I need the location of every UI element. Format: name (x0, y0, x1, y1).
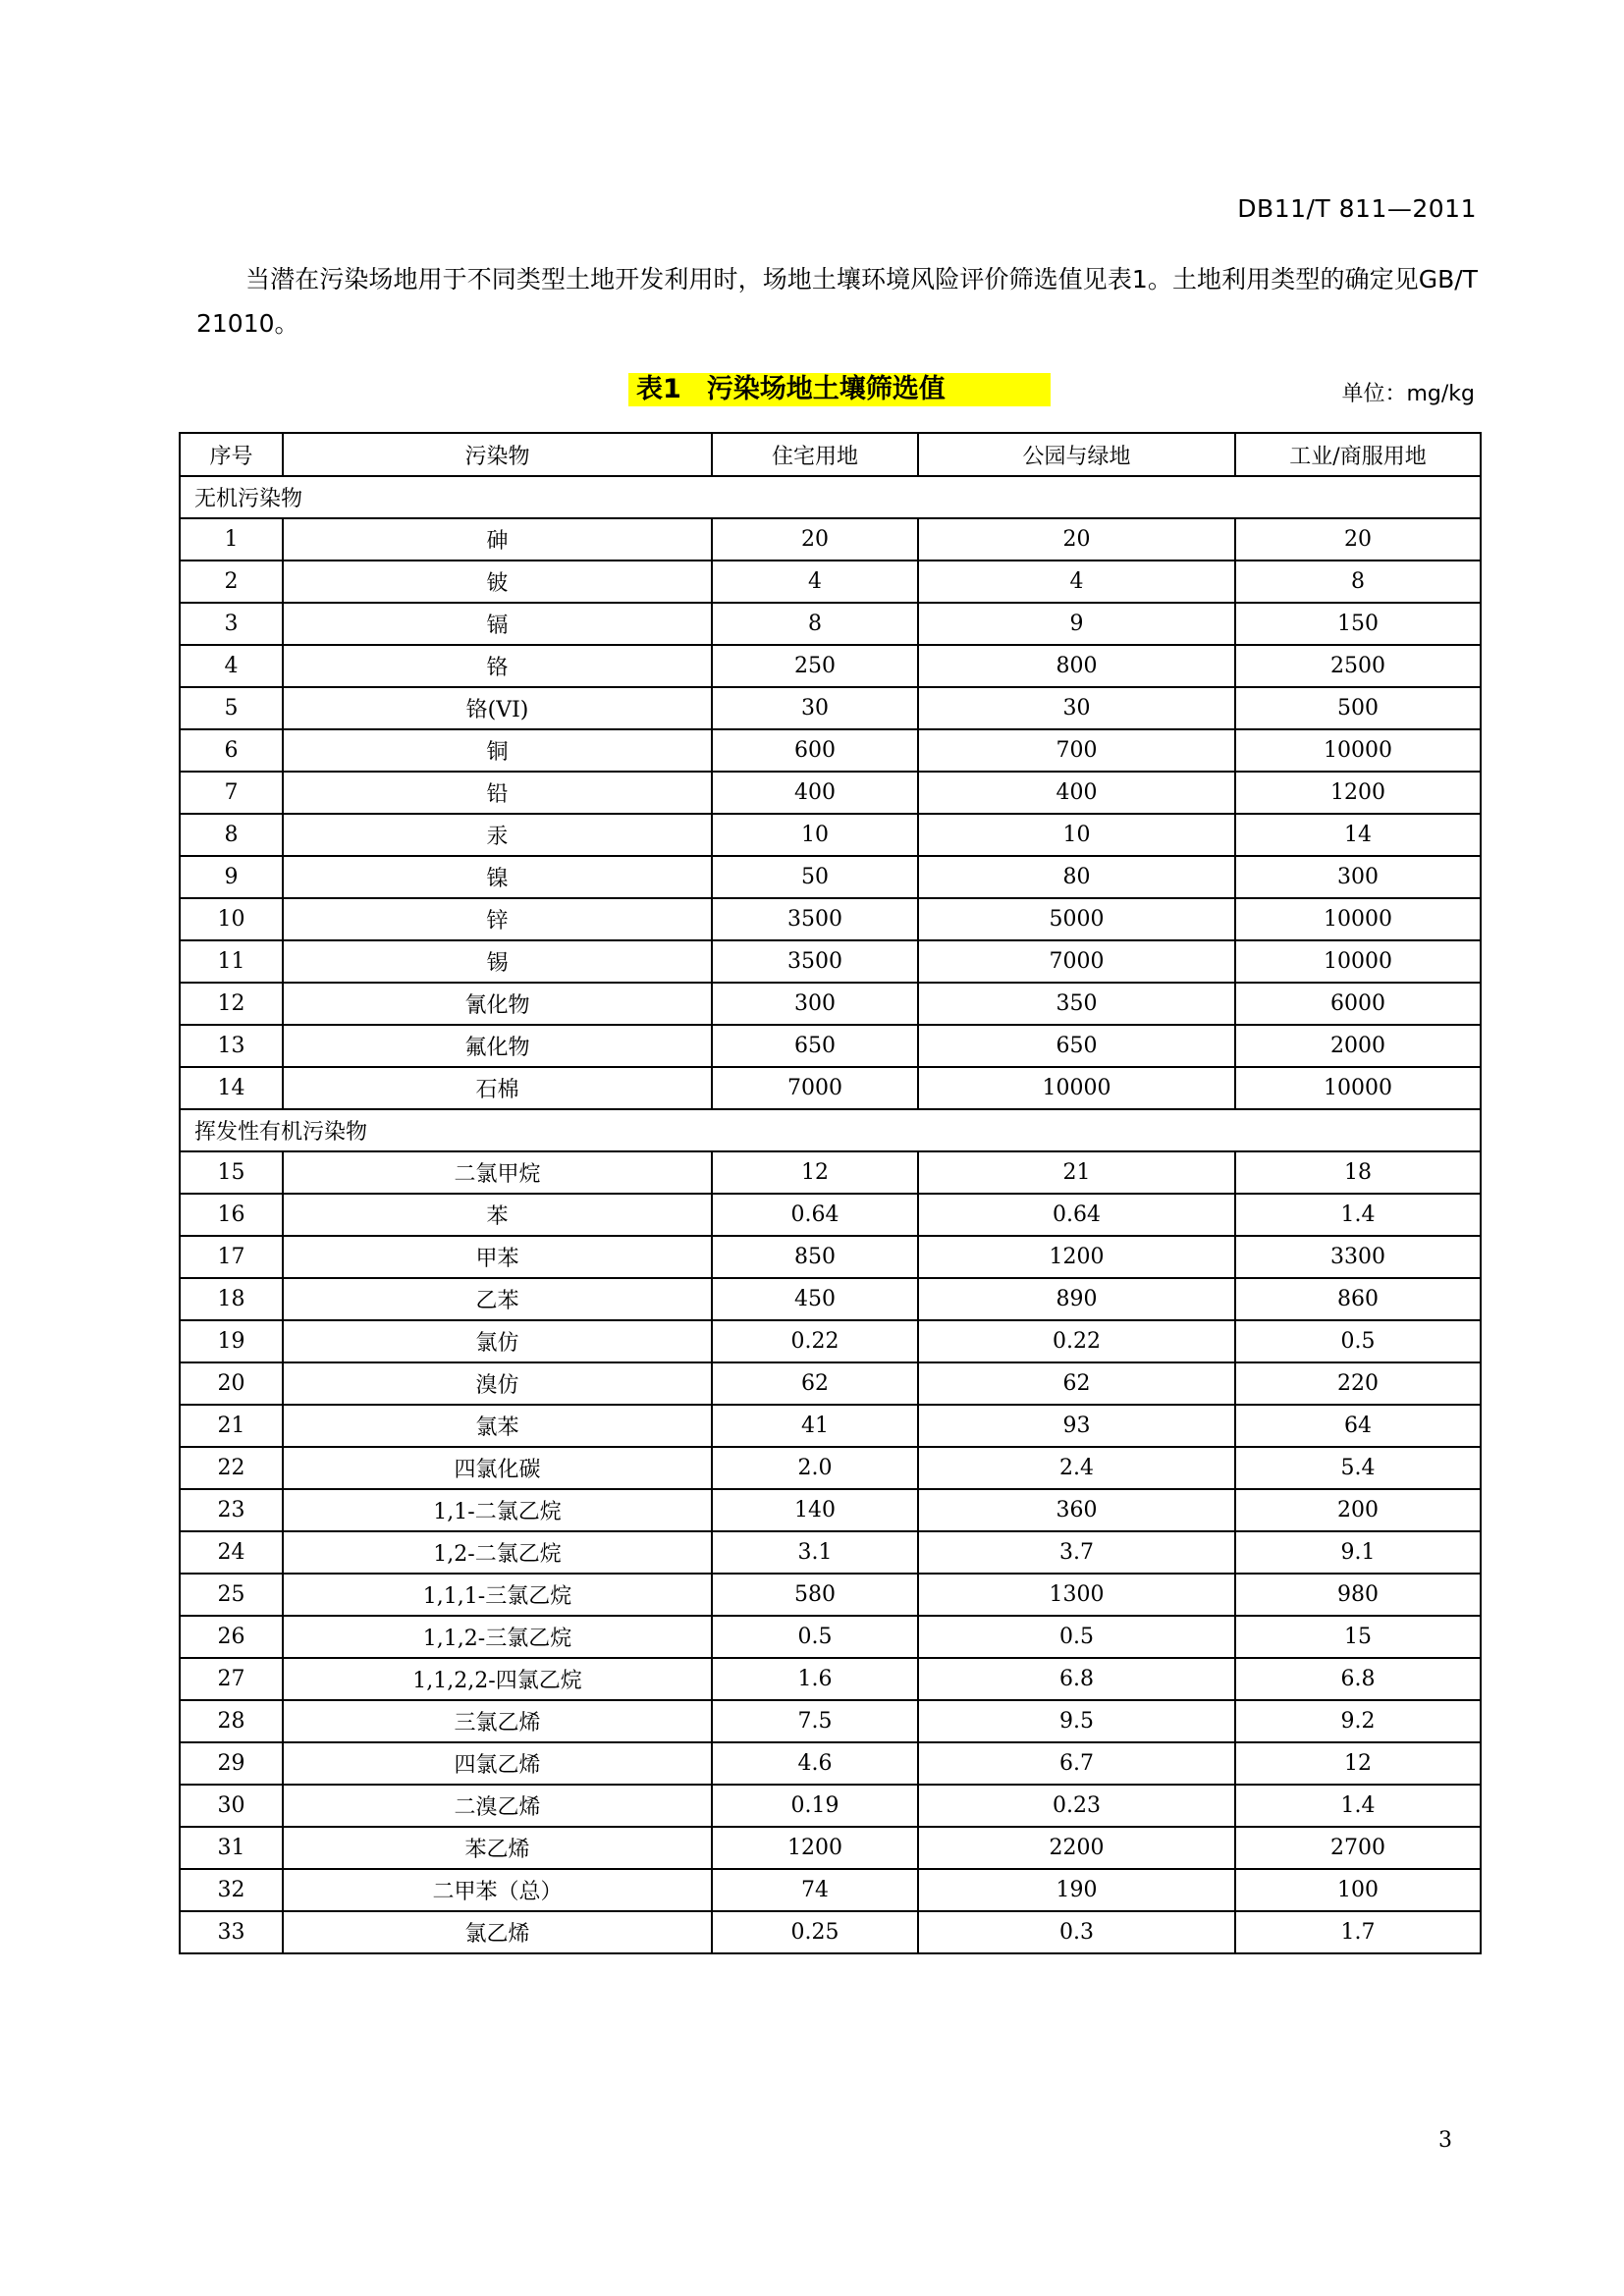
table-row (180, 1700, 1481, 1742)
table-row (180, 518, 1481, 561)
serial-cell: 30 (180, 1785, 283, 1827)
pollutant-cell: 二氯甲烷 (283, 1151, 712, 1194)
serial-cell: 28 (180, 1700, 283, 1742)
industrial-commercial-value-cell: 64 (1235, 1405, 1481, 1447)
residential-value-cell: 450 (712, 1278, 918, 1320)
serial-cell: 29 (180, 1742, 283, 1785)
serial-cell: 12 (180, 983, 283, 1025)
industrial-commercial-value-cell: 9.1 (1235, 1531, 1481, 1574)
industrial-commercial-value-cell: 2500 (1235, 645, 1481, 687)
section-title: 无机污染物 (180, 476, 1481, 518)
park-green-value-cell: 4 (918, 561, 1235, 603)
residential-value-cell: 850 (712, 1236, 918, 1278)
header-industrial-commercial: 工业/商服用地 (1235, 433, 1481, 476)
table-row (180, 1531, 1481, 1574)
residential-value-cell: 50 (712, 856, 918, 898)
section-row (180, 1109, 1481, 1151)
industrial-commercial-value-cell: 200 (1235, 1489, 1481, 1531)
pollutant-cell: 1,1-二氯乙烷 (283, 1489, 712, 1531)
residential-value-cell: 4 (712, 561, 918, 603)
park-green-value-cell: 890 (918, 1278, 1235, 1320)
industrial-commercial-value-cell: 1.4 (1235, 1785, 1481, 1827)
residential-value-cell: 41 (712, 1405, 918, 1447)
park-green-value-cell: 30 (918, 687, 1235, 729)
industrial-commercial-value-cell: 1200 (1235, 772, 1481, 814)
park-green-value-cell: 7000 (918, 940, 1235, 983)
table-row (180, 603, 1481, 645)
serial-cell: 25 (180, 1574, 283, 1616)
pollutant-cell: 铅 (283, 772, 712, 814)
park-green-value-cell: 21 (918, 1151, 1235, 1194)
industrial-commercial-value-cell: 100 (1235, 1869, 1481, 1911)
serial-cell: 7 (180, 772, 283, 814)
table-row (180, 898, 1481, 940)
park-green-value-cell: 360 (918, 1489, 1235, 1531)
pollutant-cell: 三氯乙烯 (283, 1700, 712, 1742)
serial-cell: 1 (180, 518, 283, 561)
industrial-commercial-value-cell: 2700 (1235, 1827, 1481, 1869)
residential-value-cell: 10 (712, 814, 918, 856)
park-green-value-cell: 1300 (918, 1574, 1235, 1616)
pollutant-cell: 苯乙烯 (283, 1827, 712, 1869)
serial-cell: 15 (180, 1151, 283, 1194)
residential-value-cell: 0.25 (712, 1911, 918, 1953)
industrial-commercial-value-cell: 10000 (1235, 1067, 1481, 1109)
park-green-value-cell: 400 (918, 772, 1235, 814)
table-row (180, 1278, 1481, 1320)
residential-value-cell: 20 (712, 518, 918, 561)
pollutant-cell: 二甲苯（总） (283, 1869, 712, 1911)
table-row (180, 940, 1481, 983)
residential-value-cell: 580 (712, 1574, 918, 1616)
table-row (180, 1574, 1481, 1616)
table-row (180, 1911, 1481, 1953)
pollutant-cell: 1,1,2,2-四氯乙烷 (283, 1658, 712, 1700)
table-row (180, 561, 1481, 603)
park-green-value-cell: 5000 (918, 898, 1235, 940)
header-serial: 序号 (180, 433, 283, 476)
pollutant-cell: 1,1,2-三氯乙烷 (283, 1616, 712, 1658)
serial-cell: 6 (180, 729, 283, 772)
serial-cell: 27 (180, 1658, 283, 1700)
residential-value-cell: 0.64 (712, 1194, 918, 1236)
residential-value-cell: 4.6 (712, 1742, 918, 1785)
industrial-commercial-value-cell: 9.2 (1235, 1700, 1481, 1742)
table-row (180, 1362, 1481, 1405)
industrial-commercial-value-cell: 10000 (1235, 940, 1481, 983)
table-title: 污染场地土壤筛选值 (706, 374, 946, 404)
pollutant-cell: 氯乙烯 (283, 1911, 712, 1953)
residential-value-cell: 3.1 (712, 1531, 918, 1574)
serial-cell: 31 (180, 1827, 283, 1869)
serial-cell: 21 (180, 1405, 283, 1447)
residential-value-cell: 12 (712, 1151, 918, 1194)
serial-cell: 9 (180, 856, 283, 898)
residential-value-cell: 7.5 (712, 1700, 918, 1742)
serial-cell: 18 (180, 1278, 283, 1320)
pollutant-cell: 铍 (283, 561, 712, 603)
pollutant-cell: 镍 (283, 856, 712, 898)
residential-value-cell: 600 (712, 729, 918, 772)
screening-values-table (179, 432, 1482, 1954)
pollutant-cell: 砷 (283, 518, 712, 561)
header-pollutant: 污染物 (283, 433, 712, 476)
serial-cell: 33 (180, 1911, 283, 1953)
serial-cell: 4 (180, 645, 283, 687)
pollutant-cell: 铜 (283, 729, 712, 772)
residential-value-cell: 62 (712, 1362, 918, 1405)
table-row (180, 1236, 1481, 1278)
residential-value-cell: 300 (712, 983, 918, 1025)
industrial-commercial-value-cell: 12 (1235, 1742, 1481, 1785)
table-unit: 单位：mg/kg (1341, 382, 1475, 406)
serial-cell: 3 (180, 603, 283, 645)
industrial-commercial-value-cell: 300 (1235, 856, 1481, 898)
table-caption (636, 373, 946, 406)
serial-cell: 22 (180, 1447, 283, 1489)
serial-cell: 5 (180, 687, 283, 729)
park-green-value-cell: 700 (918, 729, 1235, 772)
park-green-value-cell: 10 (918, 814, 1235, 856)
pollutant-cell: 氰化物 (283, 983, 712, 1025)
header-residential: 住宅用地 (712, 433, 918, 476)
residential-value-cell: 0.19 (712, 1785, 918, 1827)
industrial-commercial-value-cell: 0.5 (1235, 1320, 1481, 1362)
table-number: 表1 (636, 374, 681, 404)
pollutant-cell: 汞 (283, 814, 712, 856)
table-row (180, 1151, 1481, 1194)
residential-value-cell: 74 (712, 1869, 918, 1911)
serial-cell: 13 (180, 1025, 283, 1067)
serial-cell: 23 (180, 1489, 283, 1531)
table-row (180, 1405, 1481, 1447)
table-row (180, 814, 1481, 856)
residential-value-cell: 0.5 (712, 1616, 918, 1658)
industrial-commercial-value-cell: 20 (1235, 518, 1481, 561)
pollutant-cell: 锌 (283, 898, 712, 940)
table-row (180, 1194, 1481, 1236)
park-green-value-cell: 9.5 (918, 1700, 1235, 1742)
serial-cell: 11 (180, 940, 283, 983)
pollutant-cell: 四氯乙烯 (283, 1742, 712, 1785)
table-row (180, 1616, 1481, 1658)
residential-value-cell: 400 (712, 772, 918, 814)
park-green-value-cell: 0.23 (918, 1785, 1235, 1827)
park-green-value-cell: 2200 (918, 1827, 1235, 1869)
industrial-commercial-value-cell: 980 (1235, 1574, 1481, 1616)
pollutant-cell: 四氯化碳 (283, 1447, 712, 1489)
residential-value-cell: 140 (712, 1489, 918, 1531)
park-green-value-cell: 93 (918, 1405, 1235, 1447)
serial-cell: 8 (180, 814, 283, 856)
table-row (180, 1869, 1481, 1911)
park-green-value-cell: 10000 (918, 1067, 1235, 1109)
industrial-commercial-value-cell: 2000 (1235, 1025, 1481, 1067)
pollutant-cell: 氯仿 (283, 1320, 712, 1362)
serial-cell: 10 (180, 898, 283, 940)
industrial-commercial-value-cell: 3300 (1235, 1236, 1481, 1278)
industrial-commercial-value-cell: 14 (1235, 814, 1481, 856)
pollutant-cell: 镉 (283, 603, 712, 645)
park-green-value-cell: 6.7 (918, 1742, 1235, 1785)
park-green-value-cell: 800 (918, 645, 1235, 687)
park-green-value-cell: 0.64 (918, 1194, 1235, 1236)
residential-value-cell: 1.6 (712, 1658, 918, 1700)
industrial-commercial-value-cell: 150 (1235, 603, 1481, 645)
residential-value-cell: 30 (712, 687, 918, 729)
industrial-commercial-value-cell: 6.8 (1235, 1658, 1481, 1700)
table-row (180, 1067, 1481, 1109)
table-row (180, 645, 1481, 687)
section-title: 挥发性有机污染物 (180, 1109, 1481, 1151)
table-row (180, 1489, 1481, 1531)
park-green-value-cell: 350 (918, 983, 1235, 1025)
park-green-value-cell: 1200 (918, 1236, 1235, 1278)
park-green-value-cell: 80 (918, 856, 1235, 898)
table-header-row (180, 433, 1481, 476)
table-row (180, 1827, 1481, 1869)
serial-cell: 26 (180, 1616, 283, 1658)
park-green-value-cell: 3.7 (918, 1531, 1235, 1574)
serial-cell: 14 (180, 1067, 283, 1109)
serial-cell: 24 (180, 1531, 283, 1574)
table-row (180, 1658, 1481, 1700)
residential-value-cell: 0.22 (712, 1320, 918, 1362)
industrial-commercial-value-cell: 10000 (1235, 898, 1481, 940)
residential-value-cell: 250 (712, 645, 918, 687)
pollutant-cell: 苯 (283, 1194, 712, 1236)
industrial-commercial-value-cell: 500 (1235, 687, 1481, 729)
pollutant-cell: 1,2-二氯乙烷 (283, 1531, 712, 1574)
pollutant-cell: 铬(VI) (283, 687, 712, 729)
park-green-value-cell: 9 (918, 603, 1235, 645)
pollutant-cell: 氟化物 (283, 1025, 712, 1067)
serial-cell: 20 (180, 1362, 283, 1405)
pollutant-cell: 锡 (283, 940, 712, 983)
pollutant-cell: 甲苯 (283, 1236, 712, 1278)
residential-value-cell: 650 (712, 1025, 918, 1067)
industrial-commercial-value-cell: 6000 (1235, 983, 1481, 1025)
park-green-value-cell: 0.22 (918, 1320, 1235, 1362)
document-code: DB11/T 811—2011 (1237, 194, 1477, 223)
pollutant-cell: 溴仿 (283, 1362, 712, 1405)
industrial-commercial-value-cell: 8 (1235, 561, 1481, 603)
table-row (180, 687, 1481, 729)
park-green-value-cell: 650 (918, 1025, 1235, 1067)
residential-value-cell: 2.0 (712, 1447, 918, 1489)
pollutant-cell: 乙苯 (283, 1278, 712, 1320)
industrial-commercial-value-cell: 5.4 (1235, 1447, 1481, 1489)
intro-paragraph: 当潜在污染场地用于不同类型土地开发利用时，场地土壤环境风险评价筛选值见表1。土地利用类型的确定见GB/T 21010。 (196, 265, 1478, 338)
table-row (180, 1742, 1481, 1785)
park-green-value-cell: 62 (918, 1362, 1235, 1405)
park-green-value-cell: 0.5 (918, 1616, 1235, 1658)
park-green-value-cell: 20 (918, 518, 1235, 561)
table-row (180, 729, 1481, 772)
page-number: 3 (1438, 2128, 1452, 2153)
table-row (180, 983, 1481, 1025)
pollutant-cell: 二溴乙烯 (283, 1785, 712, 1827)
table-row (180, 856, 1481, 898)
table-row (180, 1447, 1481, 1489)
serial-cell: 16 (180, 1194, 283, 1236)
park-green-value-cell: 190 (918, 1869, 1235, 1911)
header-park-green: 公园与绿地 (918, 433, 1235, 476)
serial-cell: 32 (180, 1869, 283, 1911)
table-row (180, 1320, 1481, 1362)
table-row (180, 1785, 1481, 1827)
pollutant-cell: 氯苯 (283, 1405, 712, 1447)
pollutant-cell: 石棉 (283, 1067, 712, 1109)
serial-cell: 2 (180, 561, 283, 603)
industrial-commercial-value-cell: 18 (1235, 1151, 1481, 1194)
industrial-commercial-value-cell: 1.4 (1235, 1194, 1481, 1236)
table-row (180, 1025, 1481, 1067)
table-row (180, 772, 1481, 814)
park-green-value-cell: 2.4 (918, 1447, 1235, 1489)
pollutant-cell: 铬 (283, 645, 712, 687)
pollutant-cell: 1,1,1-三氯乙烷 (283, 1574, 712, 1616)
serial-cell: 19 (180, 1320, 283, 1362)
park-green-value-cell: 6.8 (918, 1658, 1235, 1700)
industrial-commercial-value-cell: 15 (1235, 1616, 1481, 1658)
industrial-commercial-value-cell: 1.7 (1235, 1911, 1481, 1953)
park-green-value-cell: 0.3 (918, 1911, 1235, 1953)
residential-value-cell: 3500 (712, 940, 918, 983)
industrial-commercial-value-cell: 10000 (1235, 729, 1481, 772)
residential-value-cell: 1200 (712, 1827, 918, 1869)
section-row (180, 476, 1481, 518)
residential-value-cell: 8 (712, 603, 918, 645)
residential-value-cell: 7000 (712, 1067, 918, 1109)
industrial-commercial-value-cell: 860 (1235, 1278, 1481, 1320)
serial-cell: 17 (180, 1236, 283, 1278)
residential-value-cell: 3500 (712, 898, 918, 940)
industrial-commercial-value-cell: 220 (1235, 1362, 1481, 1405)
